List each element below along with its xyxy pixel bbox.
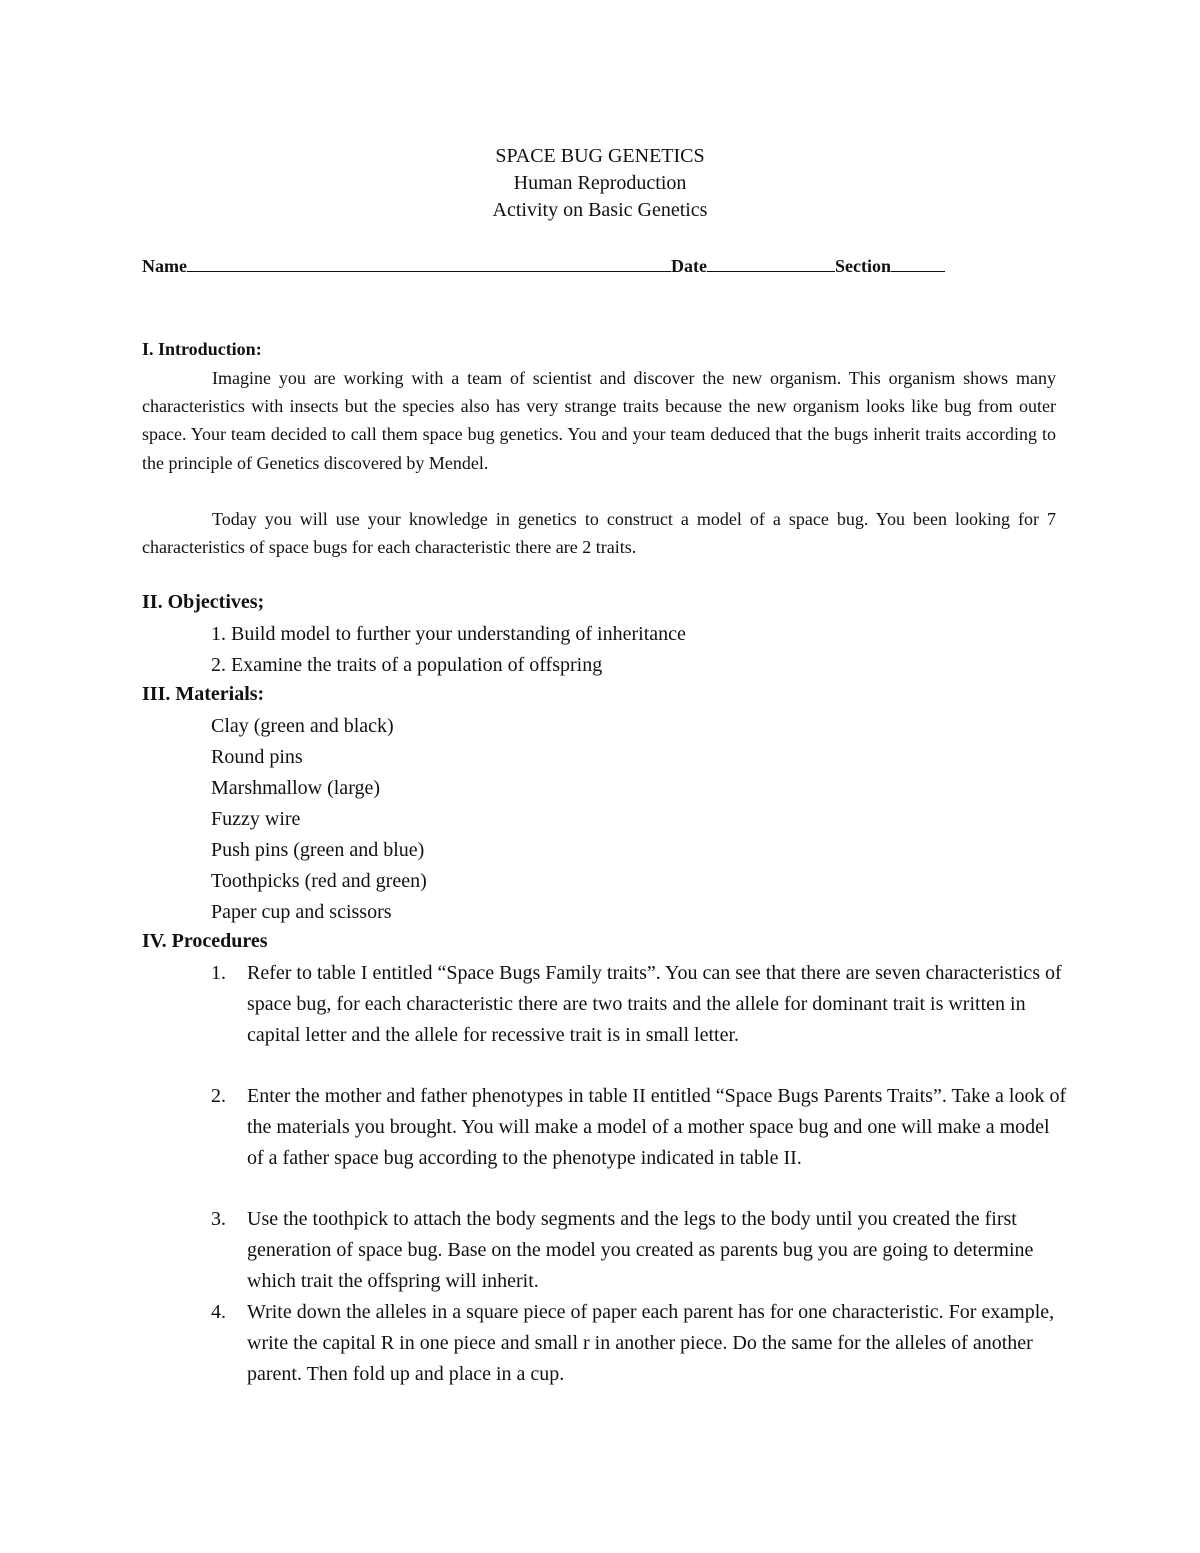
procedures-heading: IV. Procedures [142,930,268,952]
objectives-heading: II. Objectives; [142,591,265,613]
material-item: Clay (green and black) [211,715,394,737]
introduction-paragraph-2: Today you will use your knowledge in genetics to construct a model of a space bug. You been looking for 7 characteristics of space bugs for each characteristic there are 2 traits. [142,509,1056,558]
objective-item: 1. Build model to further your understanding of inheritance [211,623,686,645]
name-label: Name [142,256,187,276]
document-subtitle: Human Reproduction [513,172,687,194]
material-item: Toothpicks (red and green) [211,870,427,892]
materials-heading: III. Materials: [142,683,265,705]
procedure-item [211,1081,1071,1173]
objective-item: 2. Examine the traits of a population of offspring [211,654,603,676]
section-label: Section [834,256,891,276]
date-label: Date [670,256,707,276]
procedure-number: 1. [211,962,226,984]
student-info-line [142,254,945,277]
material-item: Push pins (green and blue) [211,839,425,861]
procedure-number: 3. [211,1208,226,1230]
section-field[interactable] [891,254,945,272]
name-field[interactable] [187,254,671,272]
procedure-item [211,1204,1071,1296]
procedure-number: 4. [211,1301,226,1323]
document-title: SPACE BUG GENETICS [495,145,705,167]
procedure-item [211,958,1071,1050]
procedure-text: Enter the mother and father phenotypes in table II entitled “Space Bugs Parents Traits”. Take a look of the materials you brought. You will make a model of a mother space bug and one will make a model of a father space bug according to the phenotype indicated in table II. [247,1085,1067,1169]
procedure-text: Write down the alleles in a square piece of paper each parent has for one characteristic. For example, write the capital R in one piece and small r in another piece. Do the same for the alleles of another parent. Then fold up and place in a cup. [247,1301,1055,1385]
procedure-text: Use the toothpick to attach the body segments and the legs to the body until you created the first generation of space bug. Base on the model you created as parents bug you are going to determine which trait the offspring will inherit. [247,1208,1034,1292]
procedure-text: Refer to table I entitled “Space Bugs Family traits”. You can see that there are seven characteristics of space bug, for each characteristic there are two traits and the allele for dominant trait is written in capital letter and the allele for recessive trait is in small letter. [247,962,1062,1046]
material-item: Fuzzy wire [211,808,301,830]
document-activity: Activity on Basic Genetics [492,199,708,221]
title-block [0,143,1200,224]
introduction-heading: I. Introduction: [142,339,262,359]
introduction-paragraph-1: Imagine you are working with a team of scientist and discover the new organism. This organism shows many characteristics with insects but the species also has very strange traits because the new organism looks like bug from outer space. Your team decided to call them space bug genetics. You and your team deduced that the bugs inherit traits according to the principle of Genetics discovered by Mendel. [142,368,1056,473]
material-item: Marshmallow (large) [211,777,381,799]
date-field[interactable] [707,254,835,272]
material-item: Paper cup and scissors [211,901,392,923]
procedure-number: 2. [211,1085,226,1107]
material-item: Round pins [211,746,303,768]
procedure-item [211,1297,1071,1389]
